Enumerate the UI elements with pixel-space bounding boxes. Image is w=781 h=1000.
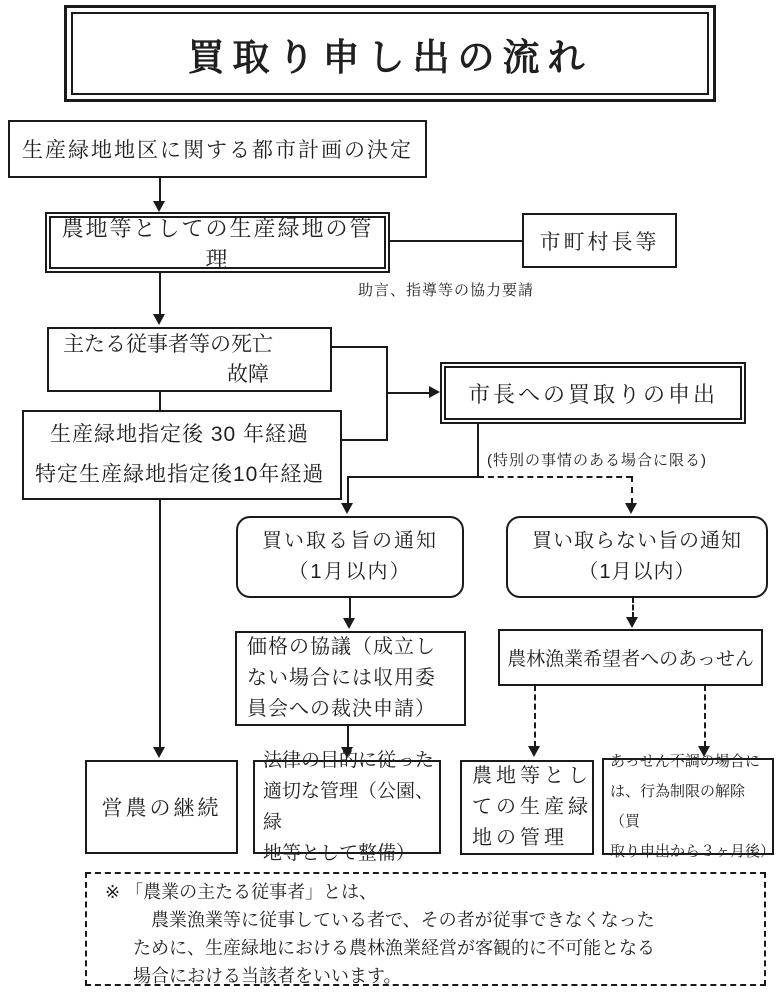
footnote-line2: 農業漁業等に従事している者で、その者が従事できなくなった: [151, 910, 655, 930]
farming-continue-label: 営農の継続: [101, 797, 222, 820]
legal-line1: 法律の目的に従った: [263, 750, 435, 771]
mediation-box: [498, 629, 763, 686]
line-death-bracket-top: [331, 346, 387, 348]
mediation-label: 農林漁業希望者へのあっせん: [507, 649, 754, 670]
mayor-label: 市町村長等: [539, 230, 660, 254]
years-line2: 特定生産緑地指定後10年経過: [35, 463, 325, 486]
no-buy-notice-line1: 買い取らない旨の通知: [532, 530, 742, 552]
line-mediation-to-green: [534, 685, 536, 747]
footnote-line3: ために、生産緑地における農林漁業経営が客観的に不可能となる: [133, 938, 655, 958]
line-mediation-to-fail: [704, 685, 706, 747]
arrowhead-plan-to-management: [153, 201, 165, 212]
line-offer-down: [477, 423, 479, 477]
no-buy-notice-line2: （1月以内）: [578, 561, 696, 583]
management-box: [45, 212, 390, 273]
worker-death-line2: 故障: [227, 362, 269, 386]
special-case-label: (特別の事情のある場合に限る): [487, 452, 707, 469]
buy-notice-line2: （1月以内）: [288, 561, 412, 583]
arrowhead-nobuy-to-mediation: [626, 617, 638, 628]
green-after-line1: 農地等とし: [472, 765, 592, 787]
no-buy-notice-box: [506, 516, 768, 598]
years-elapsed-box: [22, 410, 342, 500]
line-management-to-mayor: [390, 240, 522, 242]
line-tee-left-solid: [348, 476, 478, 478]
mediation-fail-box: [602, 752, 776, 860]
line-nobuy-to-mediation: [632, 597, 634, 618]
line-plan-to-management: [159, 178, 161, 202]
price-line3: 員会への裁決申請）: [247, 698, 436, 720]
price-line1: 価格の協議（成立し: [247, 636, 436, 658]
arrowhead-management-to-death: [153, 314, 165, 325]
worker-death-box: [47, 327, 332, 392]
mayor-box: [522, 213, 677, 268]
legal-line3: 地等として整備）: [263, 843, 416, 864]
line-years-bracket-bottom: [341, 439, 387, 441]
title-box: [64, 5, 716, 102]
arrowhead-to-offer: [429, 386, 440, 398]
mediation-fail-line3: 取り申出から３ヶ月後）: [610, 842, 776, 860]
legal-line2: 適切な管理（公園、緑: [263, 781, 435, 833]
arrowhead-years-to-farming: [153, 747, 165, 758]
mediation-fail-line2: は、行為制限の解除（買: [610, 782, 746, 830]
buy-notice-box: [236, 516, 464, 598]
line-tee-right-dashed: [478, 476, 632, 478]
footnote-line1: ※ 「農業の主たる従事者」とは、: [105, 882, 378, 902]
line-years-to-farming: [159, 500, 161, 748]
green-after-line2: ての生産緑: [472, 796, 592, 818]
arrowhead-mediation-to-green: [528, 746, 540, 757]
purchase-offer-label: 市長への買取りの申出: [444, 366, 742, 420]
price-line2: ない場合には収用委: [247, 667, 436, 689]
plan-decision-label: 生産緑地地区に関する都市計画の決定: [22, 139, 413, 162]
arrowhead-to-no-buy-notice: [625, 503, 637, 514]
worker-death-line1: 主たる従事者等の死亡: [63, 332, 273, 356]
arrowhead-to-buy-notice: [341, 503, 353, 514]
purchase-offer-box: [440, 362, 746, 424]
buy-notice-line1: 買い取る旨の通知: [262, 530, 438, 552]
years-line1: 生産緑地指定後 30 年経過: [50, 423, 310, 446]
advice-request-label: 助言、指導等の協力要請: [358, 282, 535, 299]
footnote-line4: 場合における当該者をいいます。: [133, 966, 402, 986]
line-to-no-buy-notice: [631, 476, 633, 504]
green-after-line3: 地の管理: [472, 827, 568, 849]
page-title: 買取り申し出の流れ: [71, 12, 709, 95]
management-label: 農地等としての生産緑地の管理: [49, 216, 386, 269]
line-management-to-death: [159, 272, 161, 315]
legal-management-box: [253, 750, 441, 864]
line-death-to-years: [159, 391, 161, 410]
line-buy-to-price: [349, 597, 351, 619]
green-management-after-box: [460, 760, 594, 855]
price-negotiation-box: [235, 631, 466, 726]
plan-decision-box: [8, 120, 427, 178]
footnote-box: [85, 872, 766, 986]
line-to-buy-notice: [347, 476, 349, 504]
arrowhead-buy-to-price: [343, 618, 355, 629]
farming-continue-box: [85, 760, 238, 854]
line-bracket-to-offer: [387, 392, 429, 394]
mediation-fail-line1: あっせん不調の場合に: [610, 752, 760, 770]
